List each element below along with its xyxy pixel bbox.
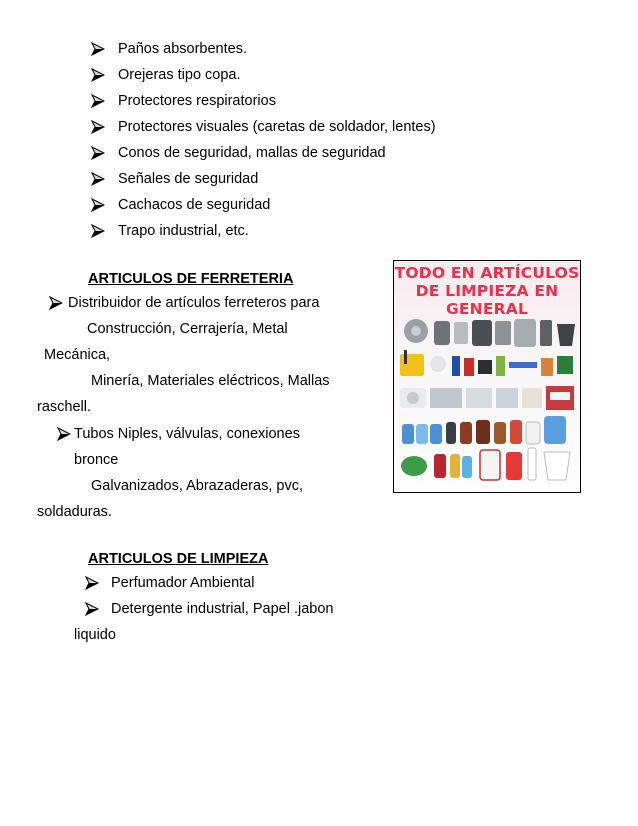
arrow-bullet-icon <box>91 42 105 56</box>
arrow-bullet-icon <box>91 120 105 134</box>
arrow-bullet-icon <box>91 68 105 82</box>
ferreteria-heading: ARTICULOS DE FERRETERIA <box>88 271 294 287</box>
paragraph-line: liquido <box>74 627 116 643</box>
paragraph-line: Mecánica, <box>44 347 111 363</box>
list-item: Señales de seguridad <box>118 171 259 187</box>
promo-title: TODO EN ARTÍCULOS DE LIMPIEZA EN GENERAL <box>394 264 580 318</box>
list-item: Perfumador Ambiental <box>111 575 255 591</box>
paragraph-line: Distribuidor de artículos ferreteros para <box>68 295 320 311</box>
arrow-bullet-icon <box>91 146 105 160</box>
arrow-bullet-icon <box>91 172 105 186</box>
arrow-bullet-icon <box>91 224 105 238</box>
paragraph-line: Galvanizados, Abrazaderas, pvc, <box>91 478 303 494</box>
cleaning-products-image <box>393 260 581 493</box>
list-item: Orejeras tipo copa. <box>118 67 241 83</box>
list-item: Paños absorbentes. <box>118 41 247 57</box>
arrow-bullet-icon <box>91 94 105 108</box>
list-item: Trapo industrial, etc. <box>118 223 249 239</box>
arrow-bullet-icon <box>57 427 71 441</box>
paragraph-line: bronce <box>74 452 119 468</box>
arrow-bullet-icon <box>91 198 105 212</box>
arrow-bullet-icon <box>49 296 63 310</box>
paragraph-line: soldaduras. <box>37 504 112 520</box>
paragraph-line: Minería, Materiales eléctricos, Mallas <box>91 373 330 389</box>
list-item: Protectores visuales (caretas de soldador, lentes) <box>118 119 436 135</box>
products-illustration <box>394 316 580 492</box>
list-item: Protectores respiratorios <box>118 93 276 109</box>
paragraph-line: raschell. <box>37 399 91 415</box>
list-item: Conos de seguridad, mallas de seguridad <box>118 145 386 161</box>
list-item: Cachacos de seguridad <box>118 197 271 213</box>
list-item: Detergente industrial, Papel .jabon <box>111 601 334 617</box>
arrow-bullet-icon <box>85 576 99 590</box>
paragraph-line: Construcción, Cerrajería, Metal <box>87 321 288 337</box>
limpieza-heading: ARTICULOS DE LIMPIEZA <box>88 551 269 567</box>
arrow-bullet-icon <box>85 602 99 616</box>
paragraph-line: Tubos Niples, válvulas, conexiones <box>74 426 300 442</box>
